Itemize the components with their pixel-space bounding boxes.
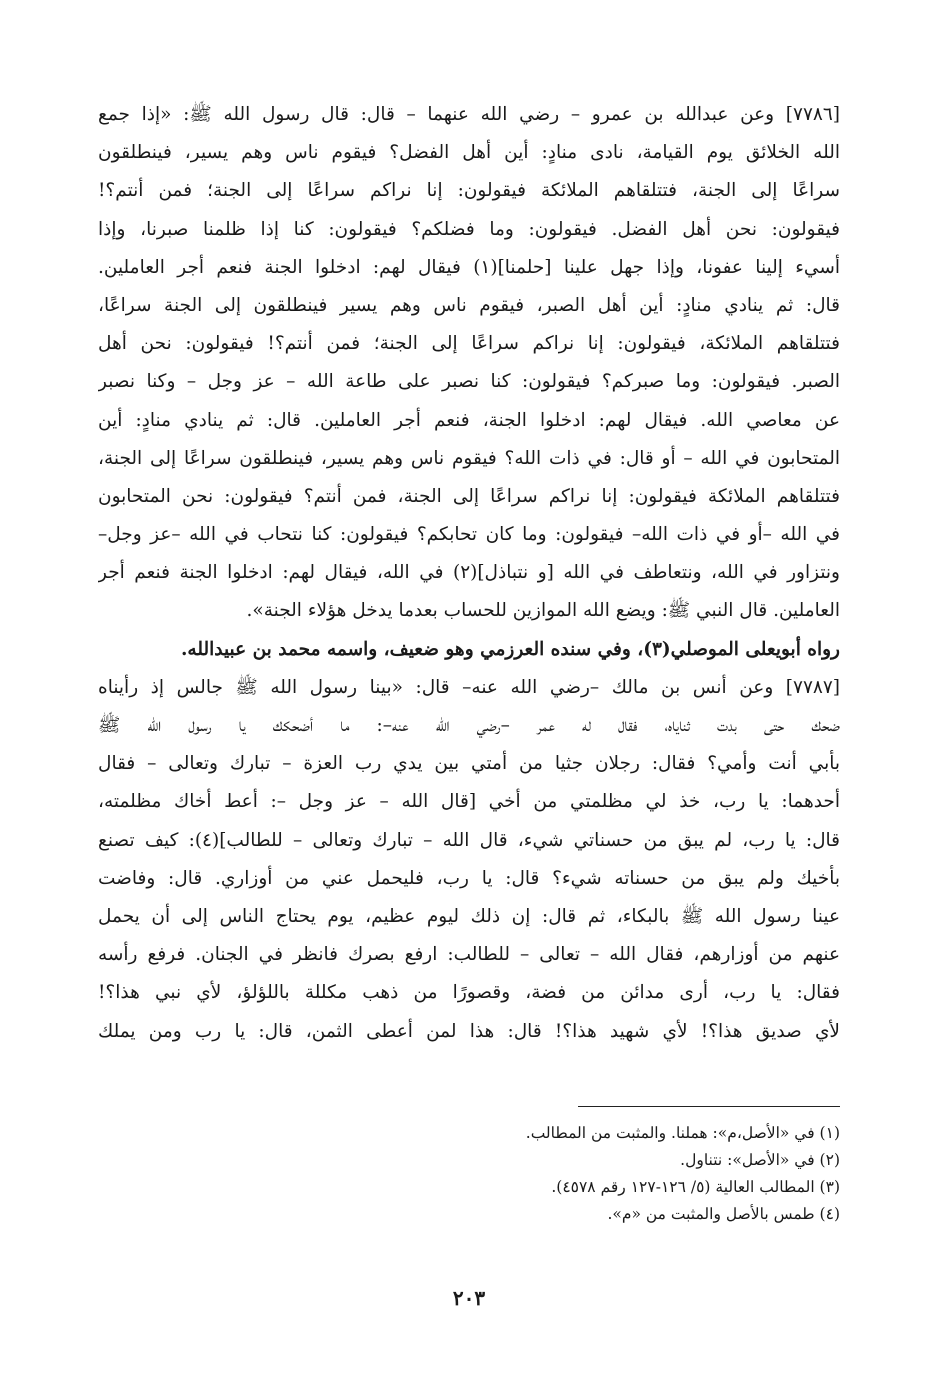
page-number: ٢٠٣ (452, 1286, 486, 1310)
text-line-25: لأي صديق هذا؟! لأي شهيد هذا؟! قال: هذا لمن أعطى الثمن، قال: يا رب ومن يملك (98, 1020, 840, 1042)
text-line-24: فقال: يا رب، أرى مدائن من فضة، وقصورًا من ذهب مكللة باللؤلؤ، لأي نبي هذا؟! (98, 982, 840, 1004)
text-line-22: عينا رسول الله ﷺ بالبكاء، ثم قال: إن ذلك ليوم عظيم، يوم يحتاج الناس إلى أن يحمل (98, 905, 840, 927)
footnote-1: (١) في «الأصل،م»: هملنا. والمثبت من المطالب. (525, 1124, 840, 1142)
text-line-11: فتتلقاهم الملائكة فيقولون: إنا نراكم سراعًا إلى الجنة، فمن أنتم؟ فيقولون: نحن المتحابون (98, 485, 840, 507)
text-line-4: فيقولون: نحن أهل الفضل. فيقولون: وما فضلكم؟ فيقولون: كنا إذا ظلمنا صبرنا، وإذا (98, 218, 840, 240)
text-line-13: ونتزاور في الله، ونتعاطف في الله [و نتباذل](٢) في الله، فيقال لهم: ادخلوا الجنة فنعم أجر (98, 562, 840, 584)
text-line-3: سراعًا إلى الجنة، فتتلقاهم الملائكة فيقولون: إنا نراكم سراعًا إلى الجنة؛ فمن أنتم؟! (98, 180, 840, 202)
page-body (98, 96, 840, 1336)
text-line-1: [٧٧٨٦] وعن عبدالله بن عمرو – رضي الله عنهما – قال: قال رسول الله ﷺ: «إذا جمع (98, 104, 840, 125)
text-line-10: المتحابون في الله – أو قال: في ذات الله؟ فيقوم ناس وهم يسير، فينطلقون سراعًا إلى الجنة، (98, 447, 840, 469)
text-line-23: عنهم من أوزارهم، فقال الله – تعالى – للطالب: ارفع بصرك فانظر في الجنان. فرفع رأسه (98, 944, 840, 966)
source-note: رواه أبويعلى الموصلي(٣)، وفي سنده العرزمي وهو ضعيف، واسمه محمد بن عبيدالله. (180, 638, 840, 660)
main-text (98, 96, 840, 1051)
text-line-14: العاملين. قال النبي ﷺ: ويضع الله الموازين للحساب بعدما يدخل هؤلاء الجنة». (246, 600, 840, 622)
text-line-6: قال: ثم ينادي منادٍ: أين أهل الصبر، فيقوم ناس وهم يسير فينطلقون إلى الجنة سراعًا، (98, 294, 840, 316)
text-line-19: أحدهما: يا رب، خذ لي مظلمتي من أخي [قال الله – عز وجل –: أعط أخاك مظلمته، (98, 791, 840, 813)
footnote-2: (٢) في «الأصل»: نتناول. (680, 1151, 840, 1169)
text-line-7: فتتلقاهم الملائكة، فيقولون: إنا نراكم سراعًا إلى الجنة؛ فمن أنتم؟! فيقولون: نحن أهل (98, 333, 840, 355)
text-line-20: قال: يا رب، لم يبق من حسناتي شيء، قال الله – تبارك وتعالى – للطالب](٤): كيف تصنع (98, 829, 840, 851)
text-line-17: ضحك حتى بدت ثناياه، فقال له عمر –رضي الله عنه–: ما أضحكك يا رسول الله ﷺ (98, 715, 840, 736)
text-line-8: الصبر. فيقولون: وما صبركم؟ فيقولون: كنا نصبر على طاعة الله – عز وجل – وكنا نصبر (98, 371, 840, 393)
text-line-18: بأبي أنت وأمي؟ فقال: رجلان جثيا من أمتي بين يدي رب العزة – تبارك وتعالى – فقال (98, 753, 840, 775)
text-line-12: في الله –أو في ذات الله– فيقولون: وما كان تحابكم؟ فيقولون: كنا نتحاب في الله –عز وجل– (98, 524, 840, 546)
text-line-2: الله الخلائق يوم القيامة، نادى منادٍ: أين أهل الفضل؟ فيقوم ناس وهم يسير، فينطلقون (98, 142, 840, 164)
text-line-21: بأخيك ولم يبق من حسناته شيء؟ قال: يا رب، فليحمل عني من أوزاري. قال: وفاضت (98, 867, 840, 889)
text-line-16: [٧٧٨٧] وعن أنس بن مالك –رضي الله عنه– قال: «بينا رسول الله ﷺ جالس إذ رأيناه (98, 676, 840, 698)
footnotes (98, 1120, 840, 1228)
footnote-4: (٤) طمس بالأصل والمثبت من «م». (607, 1205, 840, 1223)
footnote-3: (٣) المطالب العالية (٥/ ١٢٦-١٢٧ رقم ٤٥٧٨). (551, 1178, 840, 1196)
footnote-separator (578, 1106, 840, 1107)
text-line-9: عن معاصي الله. فيقال لهم: ادخلوا الجنة، فنعم أجر العاملين. قال: ثم ينادي منادٍ: أين (98, 409, 840, 431)
text-line-5: أسيء إلينا عفونا، وإذا جهل علينا [حلمنا](١) فيقال لهم: ادخلوا الجنة فنعم أجر العاملين. (98, 256, 840, 278)
